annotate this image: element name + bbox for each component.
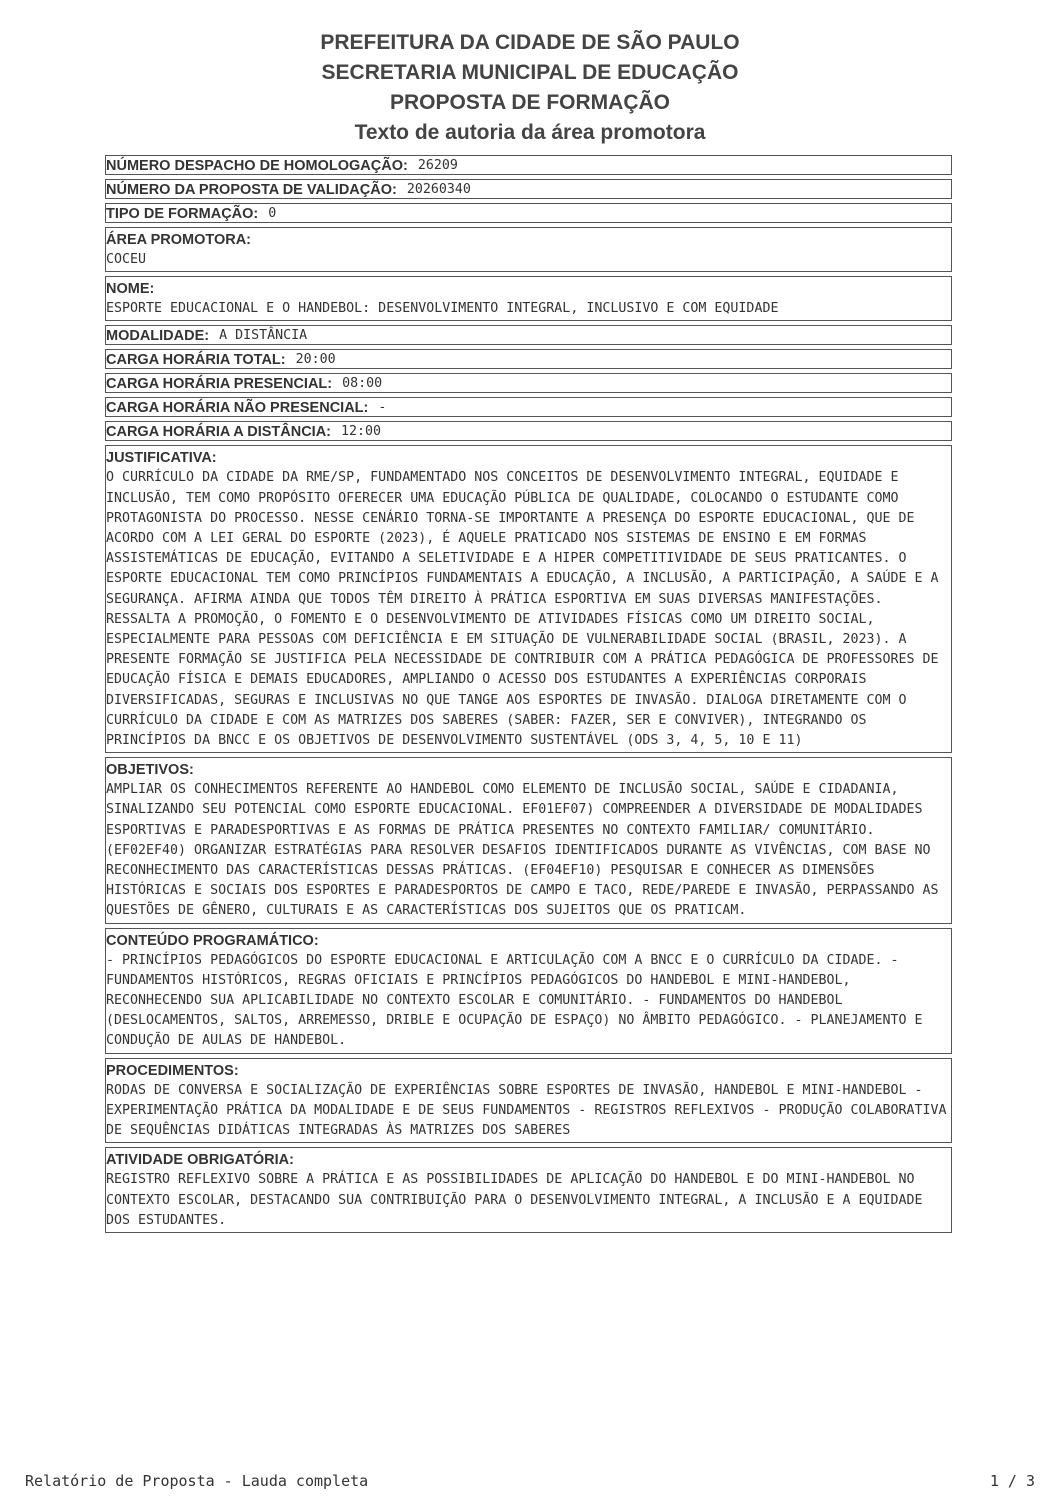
field-value: O CURRÍCULO DA CIDADE DA RME/SP, FUNDAMENTADO NOS CONCEITOS DE DESENVOLVIMENTO INTEGRAL, EQUIDADE E INCLUSÃO, TEM COMO PROPÓSITO OFERECER UMA EDUCAÇÃO PÚBLICA DE QUALIDADE, COLOCANDO O ESTUDANTE COMO PROTAGONISTA DO PROCESSO. NESSE CENÁRIO TORNA-SE IMPORTANTE A PRESENÇA DO ESPORTE EDUCACIONAL, QUE DE ACORDO COM A LEI GERAL DO ESPORTE (2023), É AQUELE PRATICADO NOS SISTEMAS DE ENSINO E EM FORMAS ASSISTEMÁTICAS DE EDUCAÇÃO, EVITANDO A SELETIVIDADE E A HIPER COMPETITIVIDADE DE SEUS PRATICANTES. O ESPORTE EDUCACIONAL TEM COMO PRINCÍPIOS FUNDAMENTAIS A EDUCAÇÃO, A INCLUSÃO, A PARTICIPAÇÃO, A SAÚDE E A SEGURANÇA. AFIRMA AINDA QUE TODOS TÊM DIREITO À PRÁTICA ESPORTIVA EM SUAS DIVERSAS MANIFESTAÇÕES. RESSALTA A PROMOÇÃO, O FOMENTO E O DESENVOLVIMENTO DE ATIVIDADES FÍSICAS COMO UM DIREITO SOCIAL, ESPECIALMENTE PARA PESSOAS COM DEFICIÊNCIA E EM SITUAÇÃO DE VULNERABILIDADE SOCIAL (BRASIL, 2023). A PRESENTE FORMAÇÃO SE JUSTIFICA PELA NECESSIDADE DE CONTRIBUIR COM A PRÁTICA PEDAGÓGICA DE PROFESSORES DE EDUCAÇÃO FÍSICA E DEMAIS EDUCADORES, AMPLIANDO O ACESSO DOS ESTUDANTES A EXPERIÊNCIAS CORPORAIS DIVERSIFICADAS, SEGURAS E INCLUSIVAS NO QUE TANGE AOS ESPORTES DE INVASÃO. DIALOGA DIRETAMENTE COM O CURRÍCULO DA CIDADE E COM AS MATRIZES DOS SABERES (SABER: FAZER, SER E CONVIVER), INTEGRANDO OS PRINCÍPIOS DA BNCC E OS OBJETIVOS DE DESENVOLVIMENTO SUSTENTÁVEL (ODS 3, 4, 5, 10 E 11) (106, 470, 939, 749)
field-carga-distancia (105, 421, 952, 441)
field-label: OBJETIVOS: (106, 762, 194, 779)
field-value: COCEU (106, 252, 147, 267)
field-label: CARGA HORÁRIA A DISTÂNCIA: (106, 423, 332, 440)
field-despacho (105, 155, 952, 175)
field-label: NÚMERO DESPACHO DE HOMOLOGAÇÃO: (106, 157, 408, 174)
field-value: - (378, 400, 387, 416)
field-atividade-obrigatoria (105, 1147, 952, 1233)
field-label: CARGA HORÁRIA TOTAL: (106, 351, 286, 368)
header-proposta: PROPOSTA DE FORMAÇÃO (389, 91, 670, 114)
field-value: 26209 (417, 158, 458, 173)
field-value: A DISTÂNCIA (219, 328, 308, 344)
field-value: ESPORTE EDUCACIONAL E O HANDEBOL: DESENVOLVIMENTO INTEGRAL, INCLUSIVO E COM EQUIDADE (106, 301, 779, 317)
field-label: MODALIDADE: (106, 327, 210, 344)
field-procedimentos (105, 1058, 952, 1144)
field-value: AMPLIAR OS CONHECIMENTOS REFERENTE AO HANDEBOL COMO ELEMENTO DE INCLUSÃO SOCIAL, SAÚDE E CIDADANIA, SINALIZANDO SEU POTENCIAL COMO ESPORTE EDUCACIONAL. EF01EF07) COMPREENDER A DIVERSIDADE DE MODALIDADES ESPORTIVAS E PARADESPORTIVAS E AS FORMAS DE PRÁTICA PRESENTES NO CONTEXTO FAMILIAR/ COMUNITÁRIO. (EF02EF40) ORGANIZAR ESTRATÉGIAS PARA RESOLVER DESAFIOS IDENTIFICADOS DURANTE AS VIVÊNCIAS, COM BASE NO RECONHECIMENTO DAS CARACTERÍSTICAS DESSAS PRÁTICAS. (EF04EF10) PESQUISAR E CONHECER AS DIMENSÕES HISTÓRICAS E SOCIAIS DOS ESPORTES E PARADESPORTOS DE CAMPO E TACO, REDE/PAREDE E INVASÃO, PERPASSANDO AS QUESTÕES DE GÊNERO, CULTURAIS E AS CARACTERÍSTICAS DOS SUJEITOS QUE OS PRATICAM. (106, 782, 939, 919)
page-number: 1 / 3 (989, 1472, 1035, 1490)
field-value: 08:00 (342, 376, 383, 392)
field-tipo (105, 203, 952, 223)
field-justificativa (105, 445, 952, 753)
field-value: 12:00 (341, 424, 382, 440)
field-nome (105, 276, 952, 321)
field-carga-nao-presencial (105, 397, 952, 417)
field-proposta (105, 179, 952, 199)
field-value: REGISTRO REFLEXIVO SOBRE A PRÁTICA E AS POSSIBILIDADES DE APLICAÇÃO DO HANDEBOL E DO MINI-HANDEBOL NO CONTEXTO ESCOLAR, DESTACANDO SUA CONTRIBUIÇÃO PARA O DESENVOLVIMENTO INTEGRAL, A INCLUSÃO E A EQUIDADE DOS ESTUDANTES. (106, 1172, 923, 1228)
field-label: ATIVIDADE OBRIGATÓRIA: (106, 1152, 294, 1169)
field-label: NOME: (106, 281, 155, 298)
field-conteudo-programatico (105, 928, 952, 1054)
field-label: CONTEÚDO PROGRAMÁTICO: (106, 932, 319, 949)
field-label: TIPO DE FORMAÇÃO: (106, 205, 259, 222)
field-value: - PRINCÍPIOS PEDAGÓGICOS DO ESPORTE EDUCACIONAL E ARTICULAÇÃO COM A BNCC E O CURRÍCULO DA CIDADE. - FUNDAMENTOS HISTÓRICOS, REGRAS OFICIAIS E PRINCÍPIOS PEDAGÓGICOS DO HANDEBOL E MINI-HANDEBOL, RECONHECENDO SUA APLICABILIDADE NO CONTEXTO ESCOLAR E COMUNITÁRIO. - FUNDAMENTOS DO HANDEBOL (DESLOCAMENTOS, SALTOS, ARREMESSO, DRIBLE E OCUPAÇÃO DE ESPAÇO) NO ÂMBITO PEDAGÓGICO. - PLANEJAMENTO E CONDUÇÃO DE AULAS DE HANDEBOL. (106, 952, 923, 1049)
field-label: PROCEDIMENTOS: (106, 1062, 239, 1079)
field-value: 20260340 (406, 182, 471, 197)
header-autoria: Texto de autoria da área promotora (354, 121, 706, 144)
header-secretaria: SECRETARIA MUNICIPAL DE EDUCAÇÃO (321, 61, 739, 84)
field-label: ÁREA PROMOTORA: (106, 232, 251, 248)
field-value: 20:00 (295, 352, 336, 368)
field-carga-total (105, 349, 952, 369)
field-objetivos (105, 757, 952, 923)
field-area-promotora (105, 227, 952, 272)
field-label: CARGA HORÁRIA NÃO PRESENCIAL: (106, 399, 369, 416)
footer-report-title: Relatório de Proposta - Lauda completa (25, 1472, 369, 1490)
field-label: JUSTIFICATIVA: (106, 450, 217, 467)
field-value: 0 (268, 206, 277, 221)
field-carga-presencial (105, 373, 952, 393)
field-label: CARGA HORÁRIA PRESENCIAL: (106, 375, 333, 392)
proposal-fields (105, 155, 952, 1237)
field-label: NÚMERO DA PROPOSTA DE VALIDAÇÃO: (106, 181, 397, 198)
field-modalidade (105, 325, 952, 345)
document-header (0, 28, 1060, 148)
header-prefeitura: PREFEITURA DA CIDADE DE SÃO PAULO (320, 31, 740, 54)
page-footer (25, 1472, 1035, 1490)
field-value: RODAS DE CONVERSA E SOCIALIZAÇÃO DE EXPERIÊNCIAS SOBRE ESPORTES DE INVASÃO, HANDEBOL E MINI-HANDEBOL - EXPERIMENTAÇÃO PRÁTICA DA MODALIDADE E DE SEUS FUNDAMENTOS - REGISTROS REFLEXIVOS - PRODUÇÃO COLABORATIVA DE SEQUÊNCIAS DIDÁTICAS INTEGRADAS ÀS MATRIZES DOS SABERES (106, 1082, 947, 1139)
